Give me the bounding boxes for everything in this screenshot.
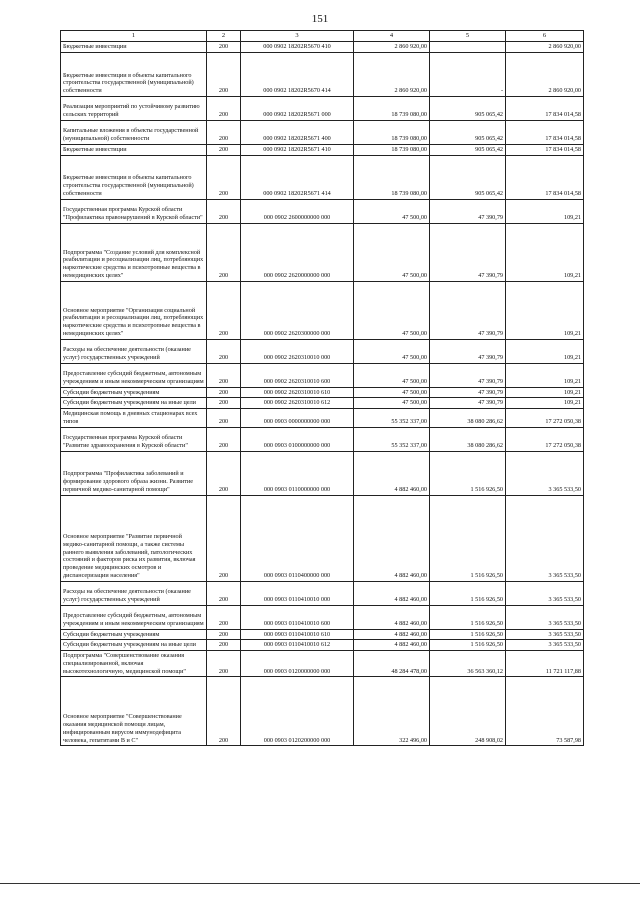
row-classification: 000 0903 0110400000 000 — [241, 495, 354, 581]
row-remainder-amount: 109,21 — [506, 398, 584, 409]
row-code: 200 — [207, 677, 241, 746]
row-executed-amount: 1 516 926,50 — [430, 629, 506, 640]
row-executed-amount: 36 563 360,12 — [430, 651, 506, 677]
row-executed-amount: 47 390,79 — [430, 223, 506, 281]
row-plan-amount: 18 739 080,00 — [354, 155, 430, 199]
table-row — [61, 281, 584, 339]
table-row — [61, 339, 584, 363]
row-executed-amount: 1 516 926,50 — [430, 451, 506, 495]
row-executed-amount: 1 516 926,50 — [430, 581, 506, 605]
row-plan-amount: 4 882 460,00 — [354, 581, 430, 605]
row-name: Основное мероприятие "Организация социальной реабилитации и ресоциализации лиц, потребляющих наркотические средства и психотропные вещества в немедицинских целях" — [61, 281, 207, 339]
row-remainder-amount: 3 365 533,50 — [506, 605, 584, 629]
row-executed-amount: 47 390,79 — [430, 339, 506, 363]
row-executed-amount: 1 516 926,50 — [430, 640, 506, 651]
row-executed-amount: 47 390,79 — [430, 199, 506, 223]
header-col-5: 5 — [430, 31, 506, 42]
row-remainder-amount: 109,21 — [506, 387, 584, 398]
bottom-rule — [0, 883, 640, 884]
row-classification: 000 0902 18202R5670 414 — [241, 52, 354, 96]
table-row — [61, 144, 584, 155]
row-executed-amount: 38 080 286,62 — [430, 427, 506, 451]
row-name: Подпрограмма "Совершенствование оказания специализированной, включая высокотехнологичную, медицинской помощи" — [61, 651, 207, 677]
row-plan-amount: 47 500,00 — [354, 339, 430, 363]
header-col-3: 3 — [241, 31, 354, 42]
row-code: 200 — [207, 223, 241, 281]
row-remainder-amount: 3 365 533,50 — [506, 629, 584, 640]
row-name: Бюджетные инвестиции — [61, 144, 207, 155]
row-name: Субсидии бюджетным учреждениям — [61, 629, 207, 640]
row-name: Предоставление субсидий бюджетным, автономным учреждениям и иным некоммерческим организациям — [61, 363, 207, 387]
row-executed-amount: 905 065,42 — [430, 144, 506, 155]
table-row — [61, 363, 584, 387]
row-executed-amount — [430, 42, 506, 53]
row-classification: 000 0903 0120200000 000 — [241, 677, 354, 746]
row-classification: 000 0902 18202R5671 000 — [241, 96, 354, 120]
row-plan-amount: 47 500,00 — [354, 199, 430, 223]
row-plan-amount: 4 882 460,00 — [354, 605, 430, 629]
table-row — [61, 495, 584, 581]
row-plan-amount: 322 496,00 — [354, 677, 430, 746]
row-plan-amount: 4 882 460,00 — [354, 495, 430, 581]
row-remainder-amount: 109,21 — [506, 363, 584, 387]
row-remainder-amount: 11 721 117,88 — [506, 651, 584, 677]
row-remainder-amount: 17 834 014,58 — [506, 155, 584, 199]
table-row — [61, 605, 584, 629]
row-plan-amount: 47 500,00 — [354, 223, 430, 281]
table-row — [61, 96, 584, 120]
row-code: 200 — [207, 96, 241, 120]
row-name: Предоставление субсидий бюджетным, автономным учреждениям и иным некоммерческим организациям — [61, 605, 207, 629]
row-classification: 000 0903 0100000000 000 — [241, 427, 354, 451]
row-executed-amount: 905 065,42 — [430, 96, 506, 120]
row-plan-amount: 4 882 460,00 — [354, 629, 430, 640]
row-classification: 000 0902 2620310010 600 — [241, 363, 354, 387]
row-name: Бюджетные инвестиции — [61, 42, 207, 53]
row-code: 200 — [207, 281, 241, 339]
row-name: Подпрограмма "Создание условий для комплексной реабилитации и ресоциализации лиц, потребляющих наркотические средства и психотропные вещества в немедицинских целях" — [61, 223, 207, 281]
row-code: 200 — [207, 651, 241, 677]
row-plan-amount: 55 352 337,00 — [354, 427, 430, 451]
row-classification: 000 0903 0120000000 000 — [241, 651, 354, 677]
row-classification: 000 0902 2620310010 000 — [241, 339, 354, 363]
row-classification: 000 0902 18202R5670 410 — [241, 42, 354, 53]
row-code: 200 — [207, 339, 241, 363]
row-remainder-amount: 109,21 — [506, 281, 584, 339]
row-plan-amount: 18 739 080,00 — [354, 96, 430, 120]
row-classification: 000 0902 18202R5671 414 — [241, 155, 354, 199]
table-header-row — [61, 31, 584, 42]
table-row — [61, 581, 584, 605]
row-name: Бюджетные инвестиции в объекты капитального строительства государственной (муниципальной) собственности — [61, 52, 207, 96]
table-row — [61, 52, 584, 96]
row-name: Бюджетные инвестиции в объекты капитального строительства государственной (муниципальной) собственности — [61, 155, 207, 199]
row-classification: 000 0903 0110000000 000 — [241, 451, 354, 495]
table-row — [61, 42, 584, 53]
row-classification: 000 0902 2620310010 612 — [241, 398, 354, 409]
row-plan-amount: 4 882 460,00 — [354, 451, 430, 495]
row-classification: 000 0902 2600000000 000 — [241, 199, 354, 223]
table-row — [61, 629, 584, 640]
table-row — [61, 677, 584, 746]
row-code: 200 — [207, 495, 241, 581]
row-executed-amount: 905 065,42 — [430, 120, 506, 144]
row-remainder-amount: 17 834 014,58 — [506, 120, 584, 144]
row-code: 200 — [207, 387, 241, 398]
row-code: 200 — [207, 451, 241, 495]
row-remainder-amount: 17 272 050,38 — [506, 409, 584, 428]
row-code: 200 — [207, 155, 241, 199]
row-name: Расходы на обеспечение деятельности (оказание услуг) государственных учреждений — [61, 581, 207, 605]
row-classification: 000 0902 2620000000 000 — [241, 223, 354, 281]
row-code: 200 — [207, 42, 241, 53]
row-executed-amount: 47 390,79 — [430, 387, 506, 398]
table-row — [61, 223, 584, 281]
header-col-2: 2 — [207, 31, 241, 42]
row-remainder-amount: 73 587,98 — [506, 677, 584, 746]
row-plan-amount: 18 739 080,00 — [354, 144, 430, 155]
row-code: 200 — [207, 199, 241, 223]
row-name: Государственная программа Курской области "Развитие здравоохранения в Курской области" — [61, 427, 207, 451]
row-remainder-amount: 109,21 — [506, 199, 584, 223]
row-classification: 000 0903 0000000000 000 — [241, 409, 354, 428]
row-executed-amount: 47 390,79 — [430, 363, 506, 387]
row-remainder-amount: 3 365 533,50 — [506, 581, 584, 605]
row-executed-amount: - — [430, 52, 506, 96]
row-code: 200 — [207, 120, 241, 144]
row-remainder-amount: 17 834 014,58 — [506, 144, 584, 155]
table-row — [61, 451, 584, 495]
row-name: Капитальные вложения в объекты государственной (муниципальной) собственности — [61, 120, 207, 144]
row-remainder-amount: 3 365 533,50 — [506, 640, 584, 651]
row-remainder-amount: 17 834 014,58 — [506, 96, 584, 120]
row-plan-amount: 4 882 460,00 — [354, 640, 430, 651]
header-col-4: 4 — [354, 31, 430, 42]
row-name: Субсидии бюджетным учреждениям на иные цели — [61, 398, 207, 409]
row-plan-amount: 2 860 920,00 — [354, 42, 430, 53]
row-executed-amount: 38 080 286,62 — [430, 409, 506, 428]
page-number: 151 — [311, 13, 329, 25]
budget-table — [60, 30, 584, 746]
row-code: 200 — [207, 605, 241, 629]
row-classification: 000 0902 18202R5671 400 — [241, 120, 354, 144]
table-row — [61, 199, 584, 223]
table-row — [61, 409, 584, 428]
row-plan-amount: 2 860 920,00 — [354, 52, 430, 96]
row-executed-amount: 47 390,79 — [430, 398, 506, 409]
row-name: Реализация мероприятий по устойчивому развитию сельских территорий — [61, 96, 207, 120]
table-row — [61, 651, 584, 677]
table-row — [61, 398, 584, 409]
table-row — [61, 640, 584, 651]
row-remainder-amount: 109,21 — [506, 339, 584, 363]
table-row — [61, 387, 584, 398]
row-classification: 000 0903 0110410010 000 — [241, 581, 354, 605]
row-plan-amount: 47 500,00 — [354, 281, 430, 339]
row-remainder-amount: 3 365 533,50 — [506, 495, 584, 581]
row-classification: 000 0902 2620300000 000 — [241, 281, 354, 339]
row-executed-amount: 248 908,02 — [430, 677, 506, 746]
row-plan-amount: 47 500,00 — [354, 363, 430, 387]
row-code: 200 — [207, 427, 241, 451]
table-row — [61, 120, 584, 144]
row-executed-amount: 47 390,79 — [430, 281, 506, 339]
row-executed-amount: 1 516 926,50 — [430, 605, 506, 629]
row-remainder-amount: 2 860 920,00 — [506, 42, 584, 53]
row-classification: 000 0903 0110410010 600 — [241, 605, 354, 629]
row-plan-amount: 47 500,00 — [354, 398, 430, 409]
row-name: Расходы на обеспечение деятельности (оказание услуг) государственных учреждений — [61, 339, 207, 363]
row-code: 200 — [207, 640, 241, 651]
table-row — [61, 427, 584, 451]
row-executed-amount: 1 516 926,50 — [430, 495, 506, 581]
row-classification: 000 0902 2620310010 610 — [241, 387, 354, 398]
row-name: Государственная программа Курской области "Профилактика правонарушений в Курской области" — [61, 199, 207, 223]
row-code: 200 — [207, 581, 241, 605]
row-code: 200 — [207, 409, 241, 428]
row-name: Основное мероприятие "Развитие первичной медико-санитарной помощи, а также системы раннего выявления заболеваний, патологических состояний и факторов риска их развития, включая проведение медицинских осмотров и диспансеризации населения" — [61, 495, 207, 581]
row-remainder-amount: 109,21 — [506, 223, 584, 281]
row-classification: 000 0903 0110410010 610 — [241, 629, 354, 640]
row-plan-amount: 18 739 080,00 — [354, 120, 430, 144]
row-code: 200 — [207, 398, 241, 409]
row-name: Подпрограмма "Профилактика заболеваний и формирование здорового образа жизни. Развитие первичной медико-санитарной помощи" — [61, 451, 207, 495]
row-name: Медицинская помощь в дневных стационарах всех типов — [61, 409, 207, 428]
row-plan-amount: 48 284 478,00 — [354, 651, 430, 677]
row-remainder-amount: 2 860 920,00 — [506, 52, 584, 96]
header-col-1: 1 — [61, 31, 207, 42]
row-executed-amount: 905 065,42 — [430, 155, 506, 199]
row-remainder-amount: 17 272 050,38 — [506, 427, 584, 451]
row-classification: 000 0903 0110410010 612 — [241, 640, 354, 651]
header-col-6: 6 — [506, 31, 584, 42]
row-code: 200 — [207, 363, 241, 387]
row-name: Основное мероприятие "Совершенствование оказания медицинской помощи лицам, инфицированным вирусом иммунодефицита человека, гепатитами B и C" — [61, 677, 207, 746]
row-classification: 000 0902 18202R5671 410 — [241, 144, 354, 155]
row-plan-amount: 47 500,00 — [354, 387, 430, 398]
row-code: 200 — [207, 629, 241, 640]
row-remainder-amount: 3 365 533,50 — [506, 451, 584, 495]
row-code: 200 — [207, 144, 241, 155]
row-code: 200 — [207, 52, 241, 96]
table-row — [61, 155, 584, 199]
row-name: Субсидии бюджетным учреждениям на иные цели — [61, 640, 207, 651]
row-name: Субсидии бюджетным учреждениям — [61, 387, 207, 398]
row-plan-amount: 55 352 337,00 — [354, 409, 430, 428]
